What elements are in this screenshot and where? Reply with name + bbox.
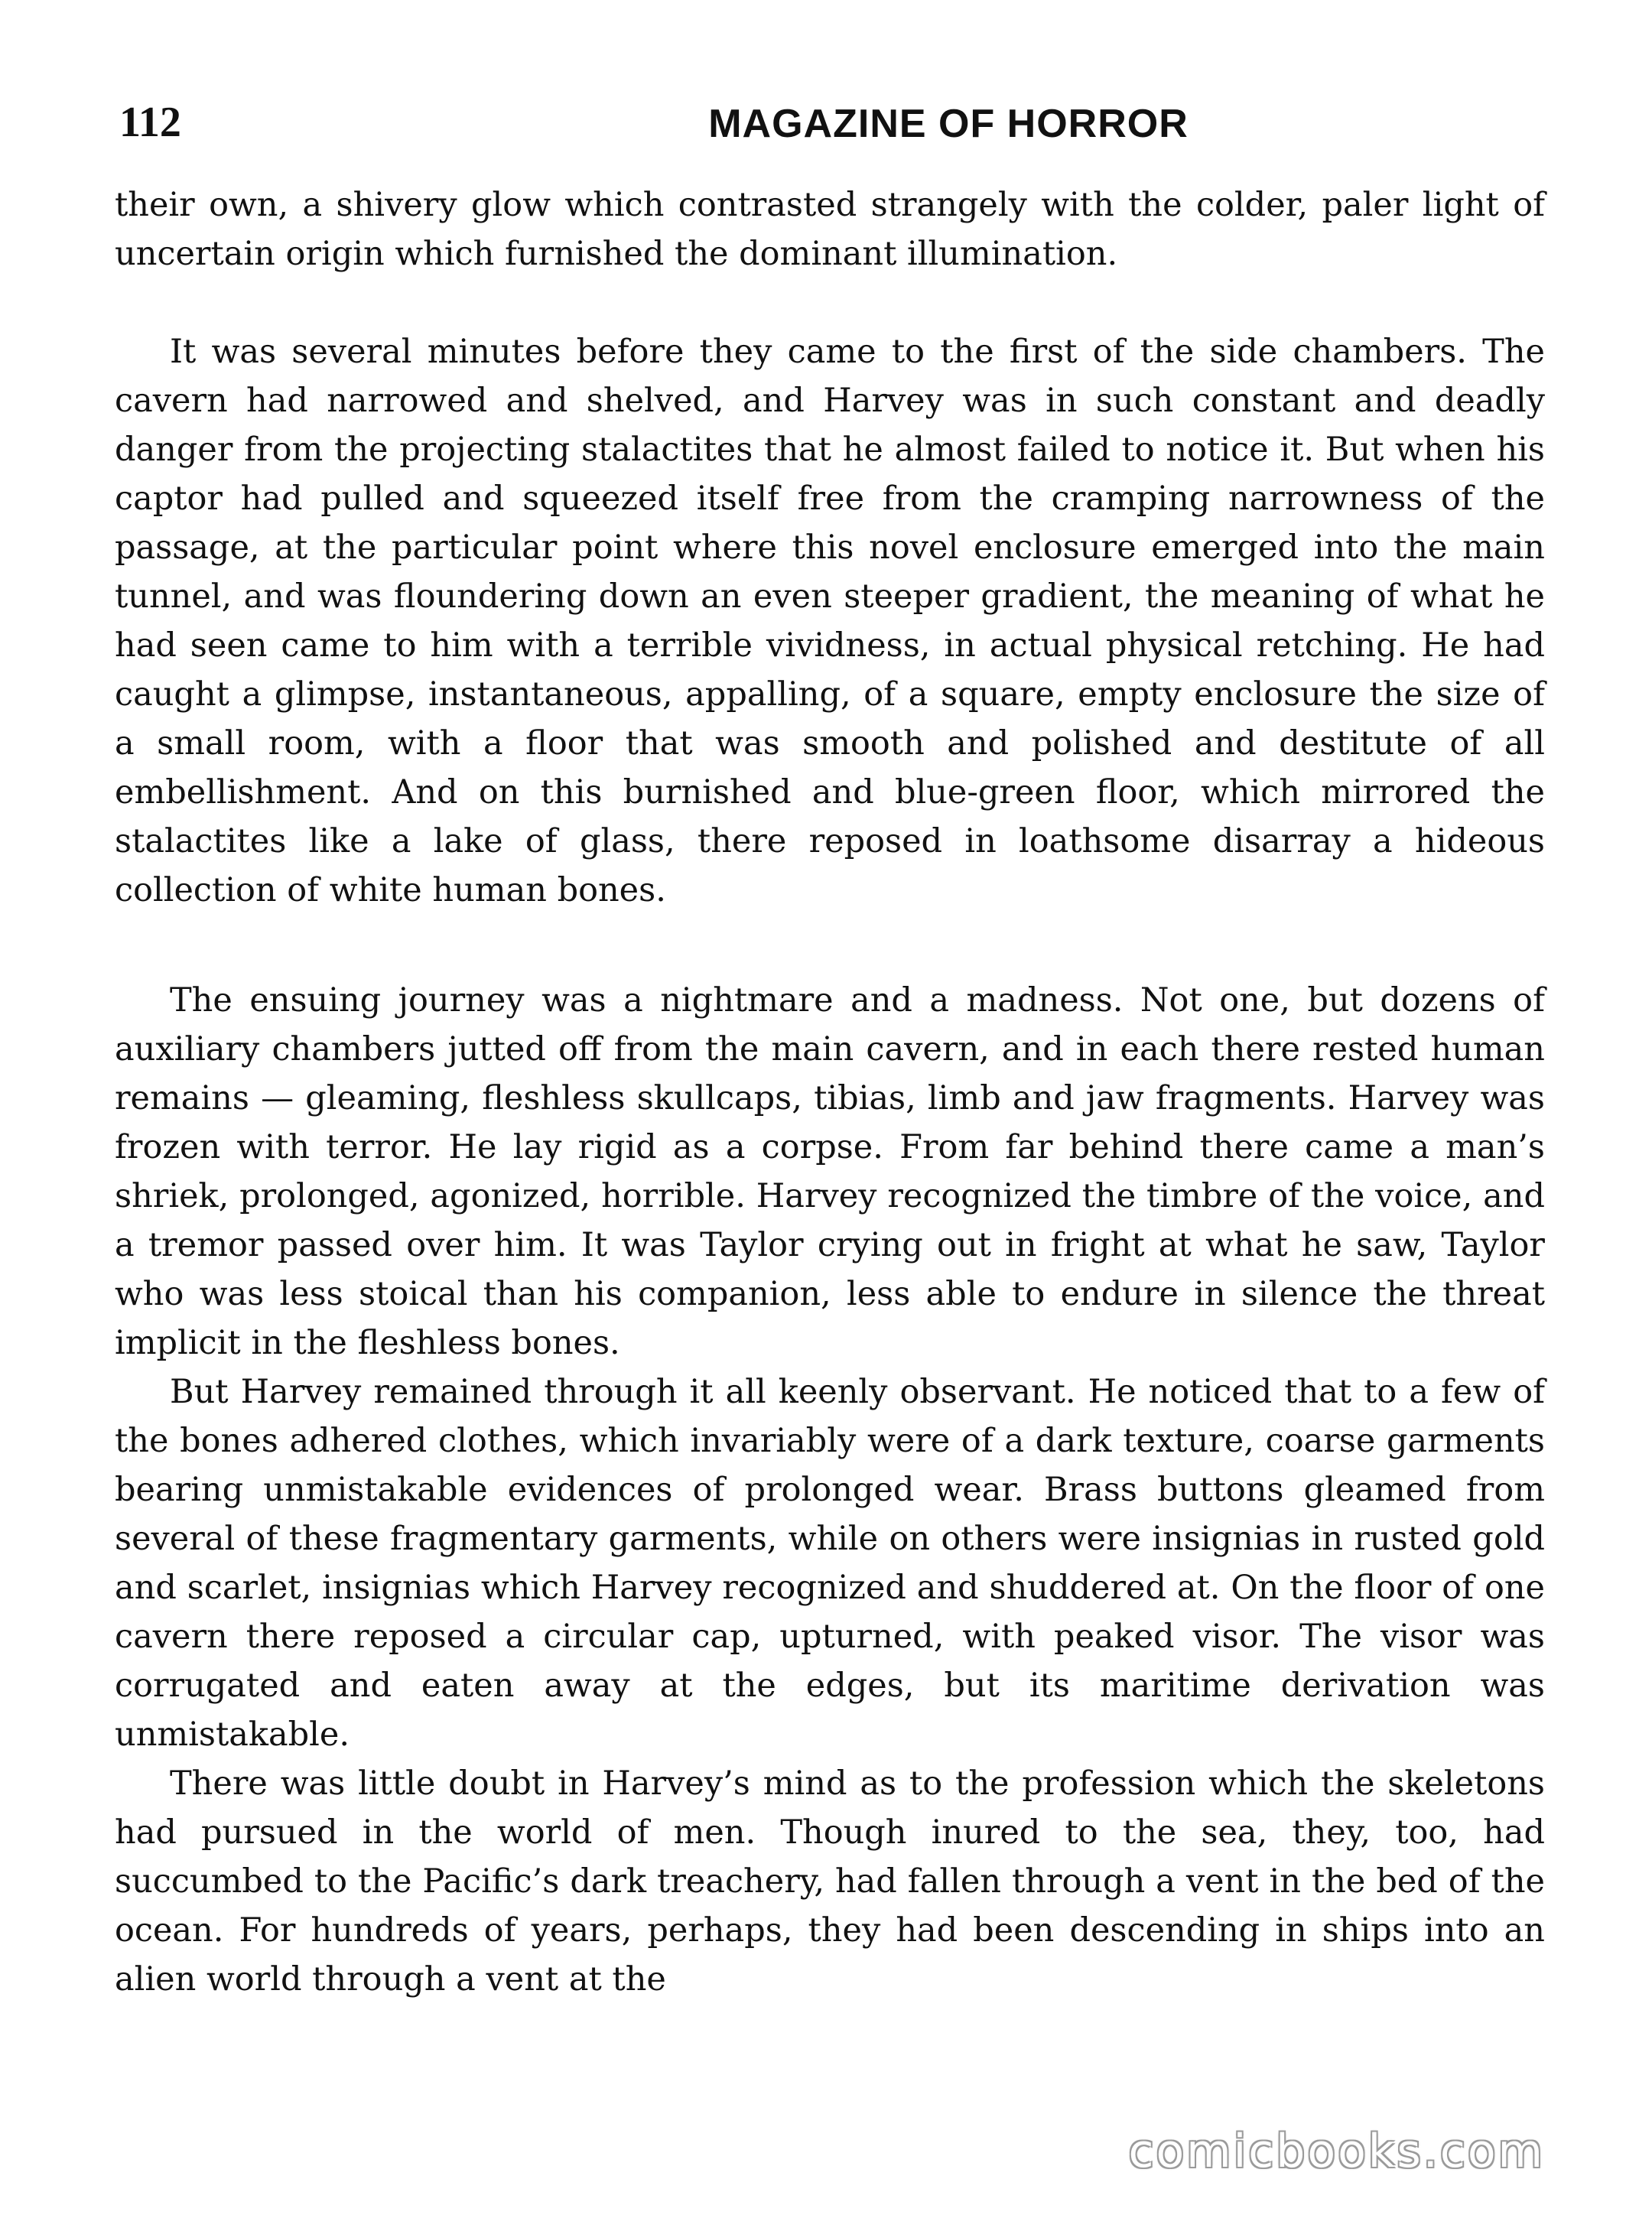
story-text	[115, 180, 1545, 2004]
page-number: 112	[119, 99, 181, 146]
paragraph-side-chambers: It was several minutes before they came to the first of the side chambers. The cavern had narrowed and shelved, and Harvey was in such constant and deadly danger from the projecting stalactites that he almost failed to notice it. But when his captor had pulled and squeezed itself free from the cramping narrowness of the passage, at the particular point where this novel enclosure emerged into the main tunnel, and was floundering down an even steeper gradient, the meaning of what he had seen came to him with a terrible vividness, in actual physical retching. He had caught a glimpse, instantaneous, appalling, of a square, empty enclosure the size of a small room, with a floor that was smooth and polished and destitute of all embellishment. And on this burnished and blue-green floor, which mirrored the stalactites like a lake of glass, there reposed in loathsome disarray a hideous collection of white human bones.	[115, 333, 1545, 909]
paragraph-little-doubt: There was little doubt in Harvey’s mind as to the profession which the skeletons had pursued in the world of men. Though inured to the sea, they, too, had succumbed to the Pacific’s dark treachery, had fallen through a vent in the bed of the ocean. For hundreds of years, perhaps, they had been descending in ships into an alien world through a vent at the	[115, 1764, 1545, 1998]
paragraph-keenly-observant: But Harvey remained through it all keenly observant. He noticed that to a few of the bones adhered clothes, which invariably were of a dark texture, coarse garments bearing unmistakable evidences of prolonged wear. Brass buttons gleamed from several of these fragmentary garments, while on others were insignias in rusted gold and scarlet, insignias which Harvey recognized and shuddered at. On the floor of one cavern there reposed a circular cap, upturned, with peaked visor. The visor was corrugated and eaten away at the edges, but its maritime derivation was unmistakable.	[115, 1373, 1545, 1754]
paragraph-ensuing-journey: The ensuing journey was a nightmare and a madness. Not one, but dozens of auxiliary chambers jutted off from the main cavern, and in each there rested human remains — gleaming, fleshless skullcaps, tibias, limb and jaw fragments. Harvey was frozen with terror. He lay rigid as a corpse. From far behind there came a man’s shriek, prolonged, agonized, horrible. Harvey recognized the timbre of the voice, and a tremor passed over him. It was Taylor crying out in fright at what he saw, Taylor who was less stoical than his companion, less able to endure in silence the threat implicit in the fleshless bones.	[115, 981, 1545, 1362]
watermark-logo: comicbooks.com	[1128, 2125, 1545, 2178]
running-title: MAGAZINE OF HORROR	[708, 102, 1189, 146]
paragraph-continued: their own, a shivery glow which contrasted strangely with the colder, paler light of uncertain origin which furnished the dominant illumination.	[115, 186, 1545, 273]
